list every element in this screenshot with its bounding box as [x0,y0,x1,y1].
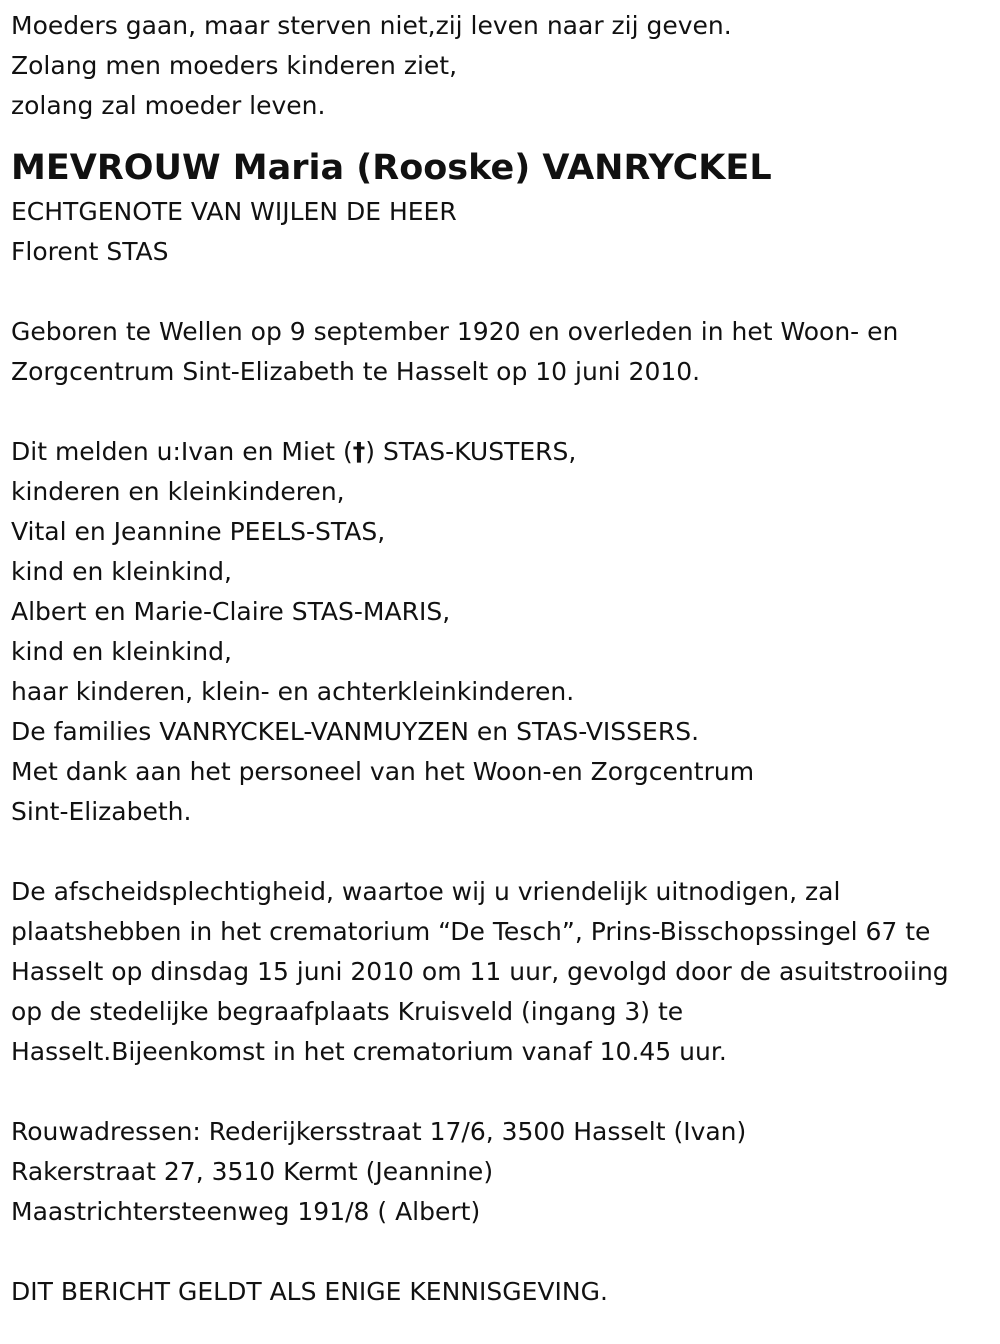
address-line: Rakerstraat 27, 3510 Kermt (Jeannine) [11,1157,494,1186]
announcer-line: De families VANRYCKEL-VANMUYZEN en STAS-VISSERS. [11,717,700,746]
ceremony-line: plaatshebben in het crematorium “De Tesch”, Prins-Bisschopssingel 67 te [11,917,931,946]
ceremony-line: Hasselt op dinsdag 15 juni 2010 om 11 uur, gevolgd door de asuitstrooiing [11,957,949,986]
announcers-block [11,432,993,832]
announcer-line: kind en kleinkind, [11,637,232,666]
announcer-line: Sint-Elizabeth. [11,797,192,826]
announcer-line: Albert en Marie-Claire STAS-MARIS, [11,597,451,626]
ceremony-line: op de stedelijke begraafplaats Kruisveld (ingang 3) te [11,997,684,1026]
obituary-document [11,6,993,1312]
birth-line: Zorgcentrum Sint-Elizabeth te Hasselt op 10 juni 2010. [11,357,701,386]
spacer [11,272,993,312]
poem-block [11,6,993,126]
birth-line: Geboren te Wellen op 9 september 1920 en overleden in het Woon- en [11,317,899,346]
announcer-prefix: Dit melden u:Ivan en Miet ( [11,437,353,466]
announcer-line-first [11,432,993,472]
deceased-name: MEVROUW Maria (Rooske) VANRYCKEL [11,148,772,188]
ceremony-line: De afscheidsplechtigheid, waartoe wij u vriendelijk uitnodigen, zal [11,877,841,906]
cross-icon: † [352,437,366,466]
spouse-name: Florent STAS [11,237,169,266]
closing-notice: DIT BERICHT GELDT ALS ENIGE KENNISGEVING. [11,1277,608,1306]
ceremony-block [11,872,993,1072]
birth-death-block [11,312,993,392]
announcer-line: kinderen en kleinkinderen, [11,477,345,506]
announcer-line: kind en kleinkind, [11,557,232,586]
address-line: Rouwadressen: Rederijkersstraat 17/6, 3500 Hasselt (Ivan) [11,1117,747,1146]
announcer-line: Vital en Jeannine PEELS-STAS, [11,517,386,546]
spacer [11,832,993,872]
announcer-suffix: ) STAS-KUSTERS, [365,437,577,466]
poem-line: zolang zal moeder leven. [11,91,326,120]
announcer-line: Met dank aan het personeel van het Woon-en Zorgcentrum [11,757,755,786]
ceremony-line: Hasselt.Bijeenkomst in het crematorium vanaf 10.45 uur. [11,1037,727,1066]
spacer [11,1232,993,1272]
spacer [11,392,993,432]
poem-line: Moeders gaan, maar sterven niet,zij leven naar zij geven. [11,11,732,40]
spouse-subtitle: ECHTGENOTE VAN WIJLEN DE HEER [11,197,457,226]
addresses-block [11,1112,993,1232]
address-line: Maastrichtersteenweg 191/8 ( Albert) [11,1197,481,1226]
poem-line: Zolang men moeders kinderen ziet, [11,51,458,80]
spacer [11,1072,993,1112]
announcer-line: haar kinderen, klein- en achterkleinkinderen. [11,677,575,706]
